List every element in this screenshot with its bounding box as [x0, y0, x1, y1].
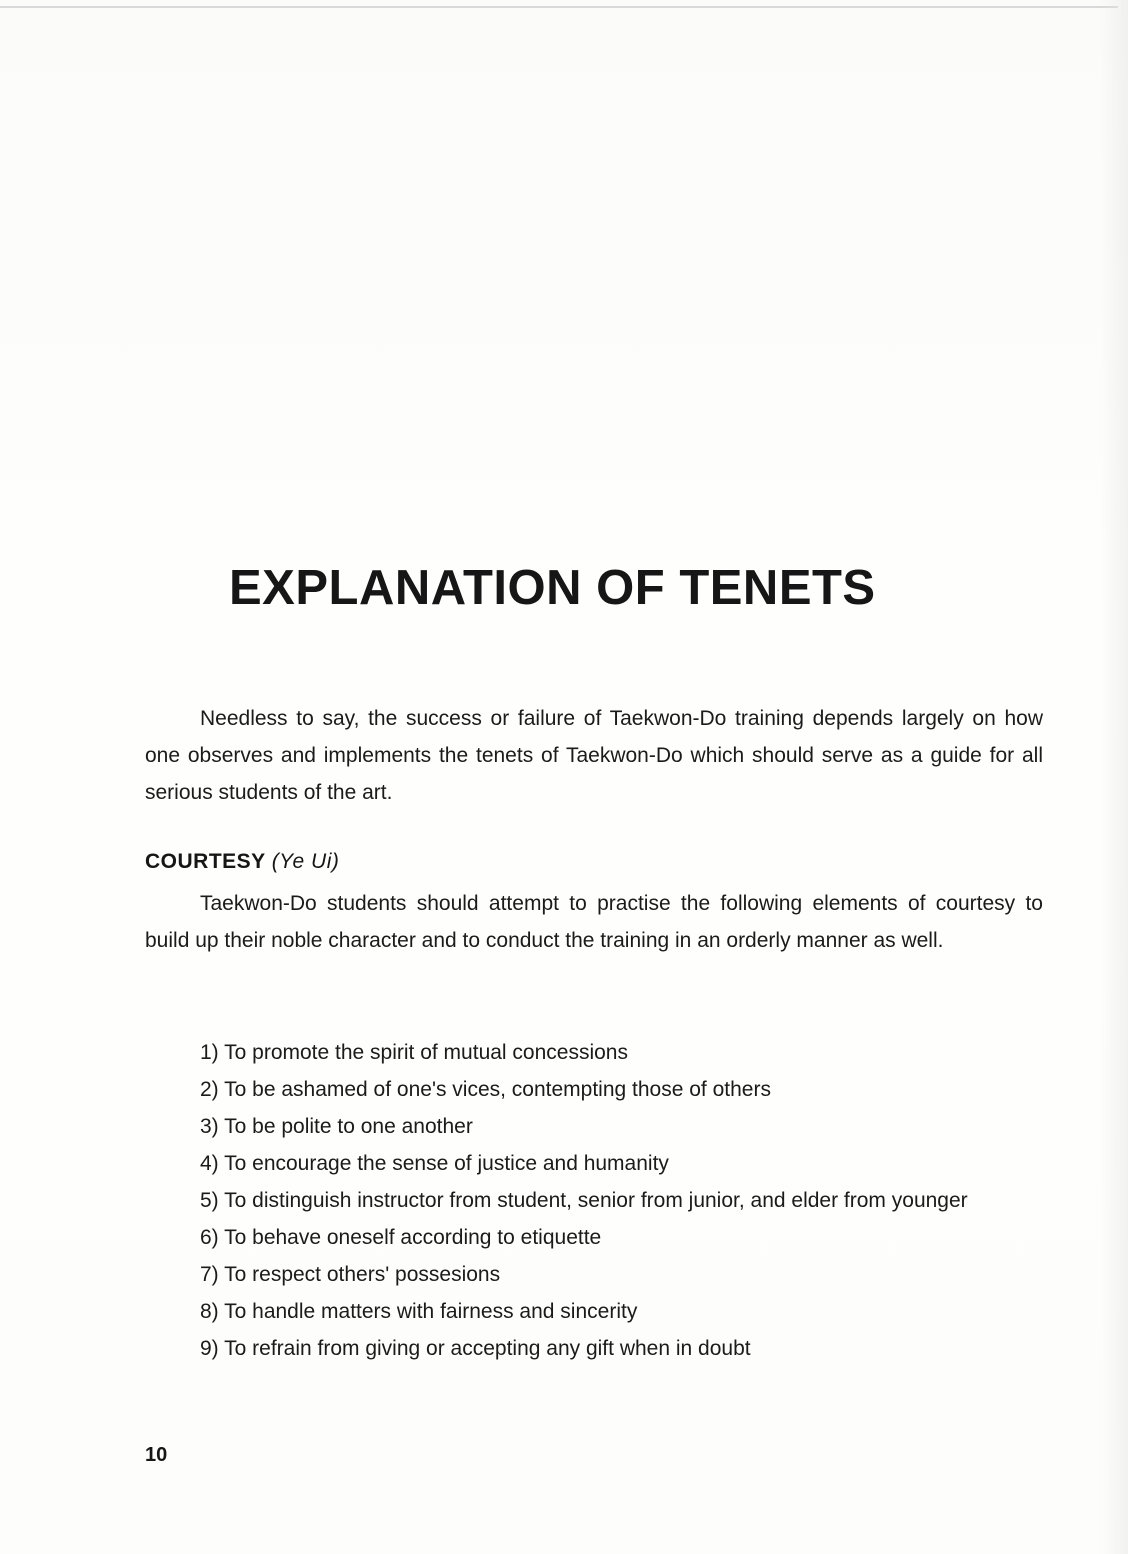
list-item: 4) To encourage the sense of justice and humanity	[200, 1152, 669, 1175]
list-item: 2) To be ashamed of one's vices, contempting those of others	[200, 1078, 771, 1101]
courtesy-elements-list	[145, 1034, 1043, 1367]
list-item: 7) To respect others' possesions	[200, 1263, 501, 1286]
list-item: 1) To promote the spirit of mutual concessions	[200, 1041, 628, 1064]
section-heading-label: COURTESY	[145, 850, 266, 873]
section-heading-subtitle: (Ye Ui)	[271, 850, 340, 873]
list-item: 5) To distinguish instructor from student, senior from junior, and elder from younger	[200, 1189, 968, 1212]
list-item: 6) To behave oneself according to etiquette	[200, 1226, 602, 1249]
page-number: 10	[145, 1444, 168, 1466]
list-item: 9) To refrain from giving or accepting any gift when in doubt	[200, 1337, 751, 1360]
intro-paragraph: Needless to say, the success or failure of Taekwon-Do training depends largely on how one observes and implements the tenets of Taekwon-Do which should serve as a guide for all serious students of the art.	[145, 707, 1043, 804]
list-item: 8) To handle matters with fairness and sincerity	[200, 1300, 638, 1323]
chapter-title: EXPLANATION OF TENETS	[229, 561, 876, 615]
courtesy-paragraph: Taekwon-Do students should attempt to practise the following elements of courtesy to build up their noble character and to conduct the training in an orderly manner as well.	[145, 892, 1043, 952]
scan-top-edge	[0, 6, 1118, 8]
section-heading-courtesy	[145, 850, 339, 874]
list-item: 3) To be polite to one another	[200, 1115, 473, 1138]
scan-right-shadow	[1100, 0, 1128, 1554]
